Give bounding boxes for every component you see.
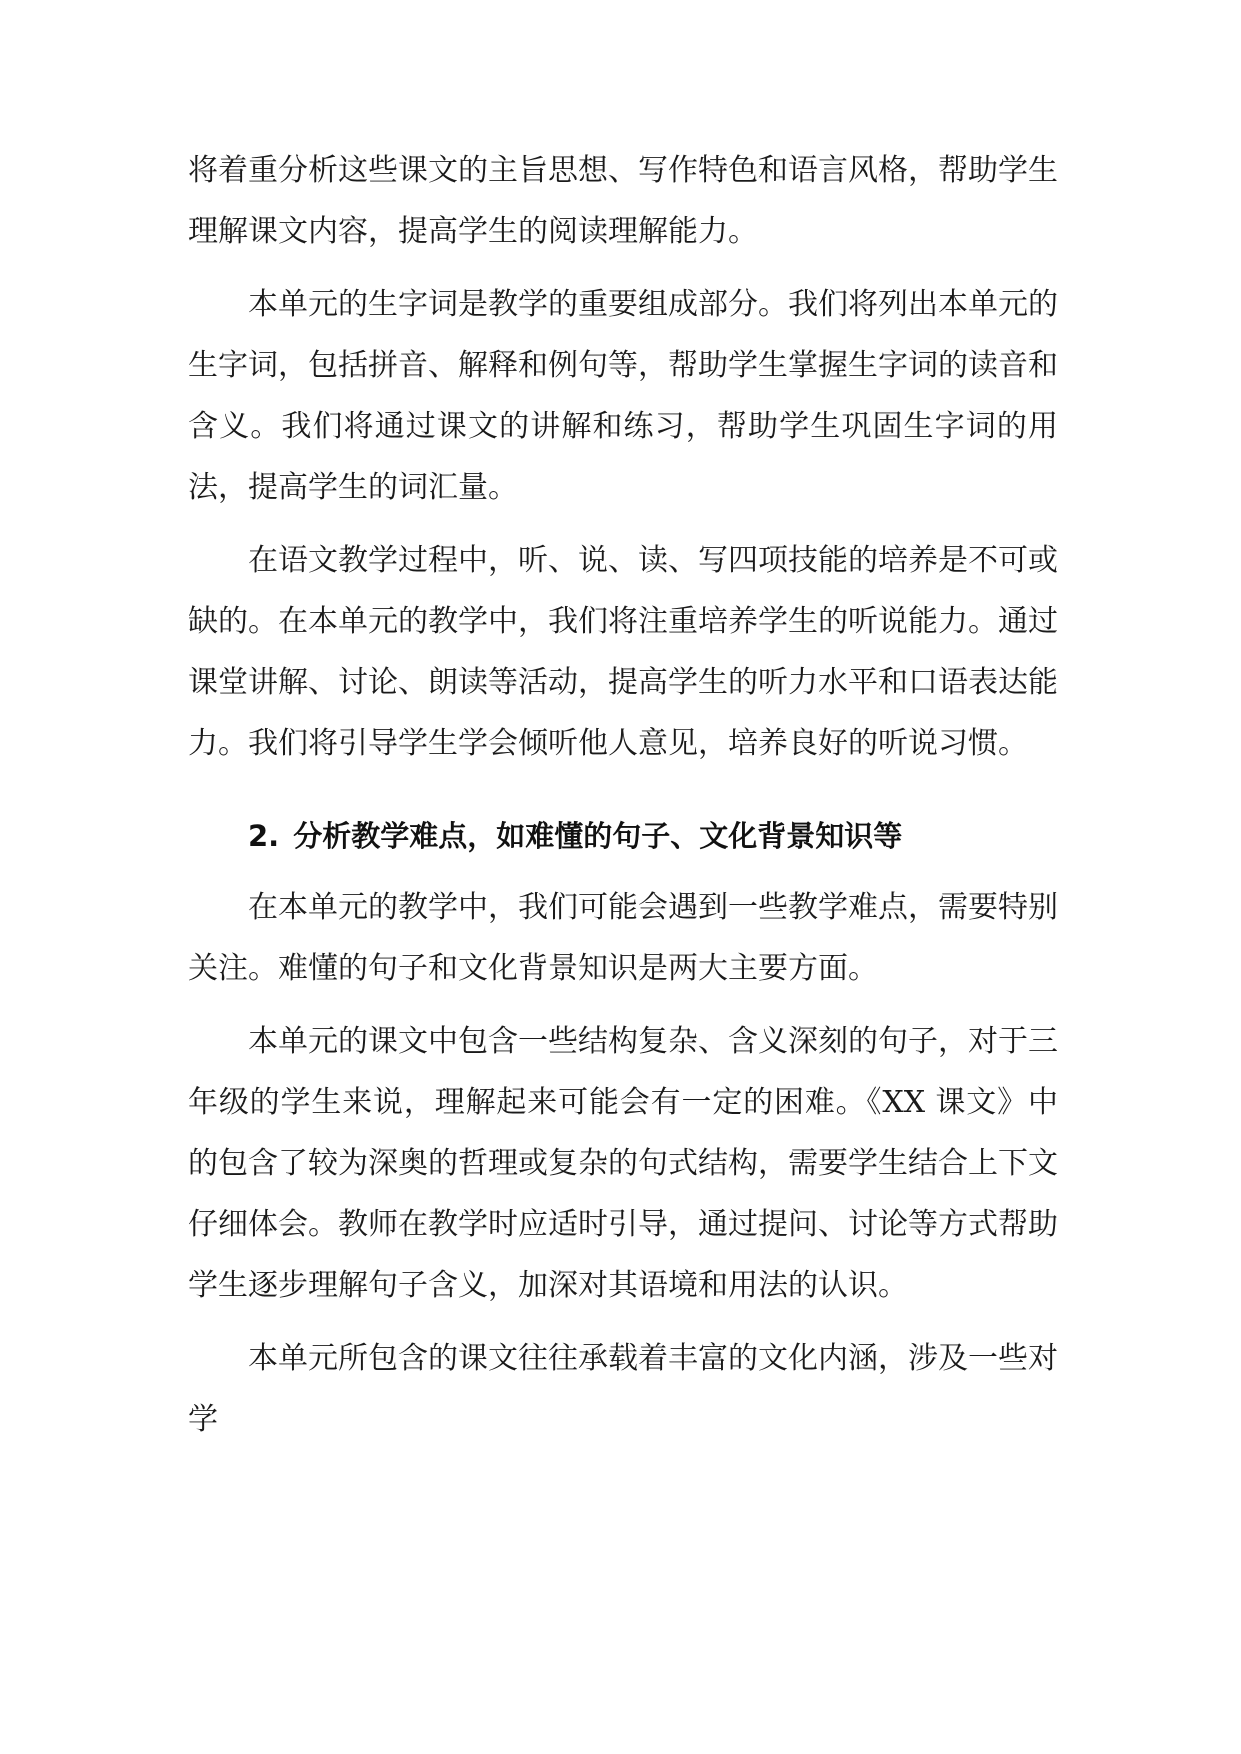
section-heading bbox=[188, 806, 1058, 867]
document-body bbox=[188, 140, 1058, 1462]
paragraph-listening-speaking: 在语文教学过程中，听、说、读、写四项技能的培养是不可或缺的。在本单元的教学中，我们将注重培养学生的听说能力。通过课堂讲解、讨论、朗读等活动，提高学生的听力水平和口语表达能力。我们将引导学生学会倾听他人意见，培养良好的听说习惯。 bbox=[188, 543, 1058, 761]
section-number: 2. bbox=[248, 819, 280, 853]
paragraph-reading-comprehension: 将着重分析这些课文的主旨思想、写作特色和语言风格，帮助学生理解课文内容，提高学生的阅读理解能力。 bbox=[188, 153, 1058, 249]
paragraph-vocabulary: 本单元的生字词是教学的重要组成部分。我们将列出本单元的生字词，包括拼音、解释和例句等，帮助学生掌握生字词的读音和含义。我们将通过课文的讲解和练习，帮助学生巩固生字词的用法，提高学生的词汇量。 bbox=[188, 287, 1058, 505]
paragraph-cultural-background: 本单元所包含的课文往往承载着丰富的文化内涵，涉及一些对学 bbox=[188, 1341, 1058, 1437]
paragraph-difficult-sentences: 本单元的课文中包含一些结构复杂、含义深刻的句子，对于三年级的学生来说，理解起来可能会有一定的困难。《XX 课文》中的包含了较为深奥的哲理或复杂的句式结构，需要学生结合上下文仔细体会。教师在教学时应适时引导，通过提问、讨论等方式帮助学生逐步理解句子含义，加深对其语境和用法的认识。 bbox=[188, 1024, 1058, 1303]
paragraph-difficulties-intro: 在本单元的教学中，我们可能会遇到一些教学难点，需要特别关注。难懂的句子和文化背景知识是两大主要方面。 bbox=[188, 890, 1058, 986]
section-title: 分析教学难点，如难懂的句子、文化背景知识等 bbox=[293, 819, 903, 853]
